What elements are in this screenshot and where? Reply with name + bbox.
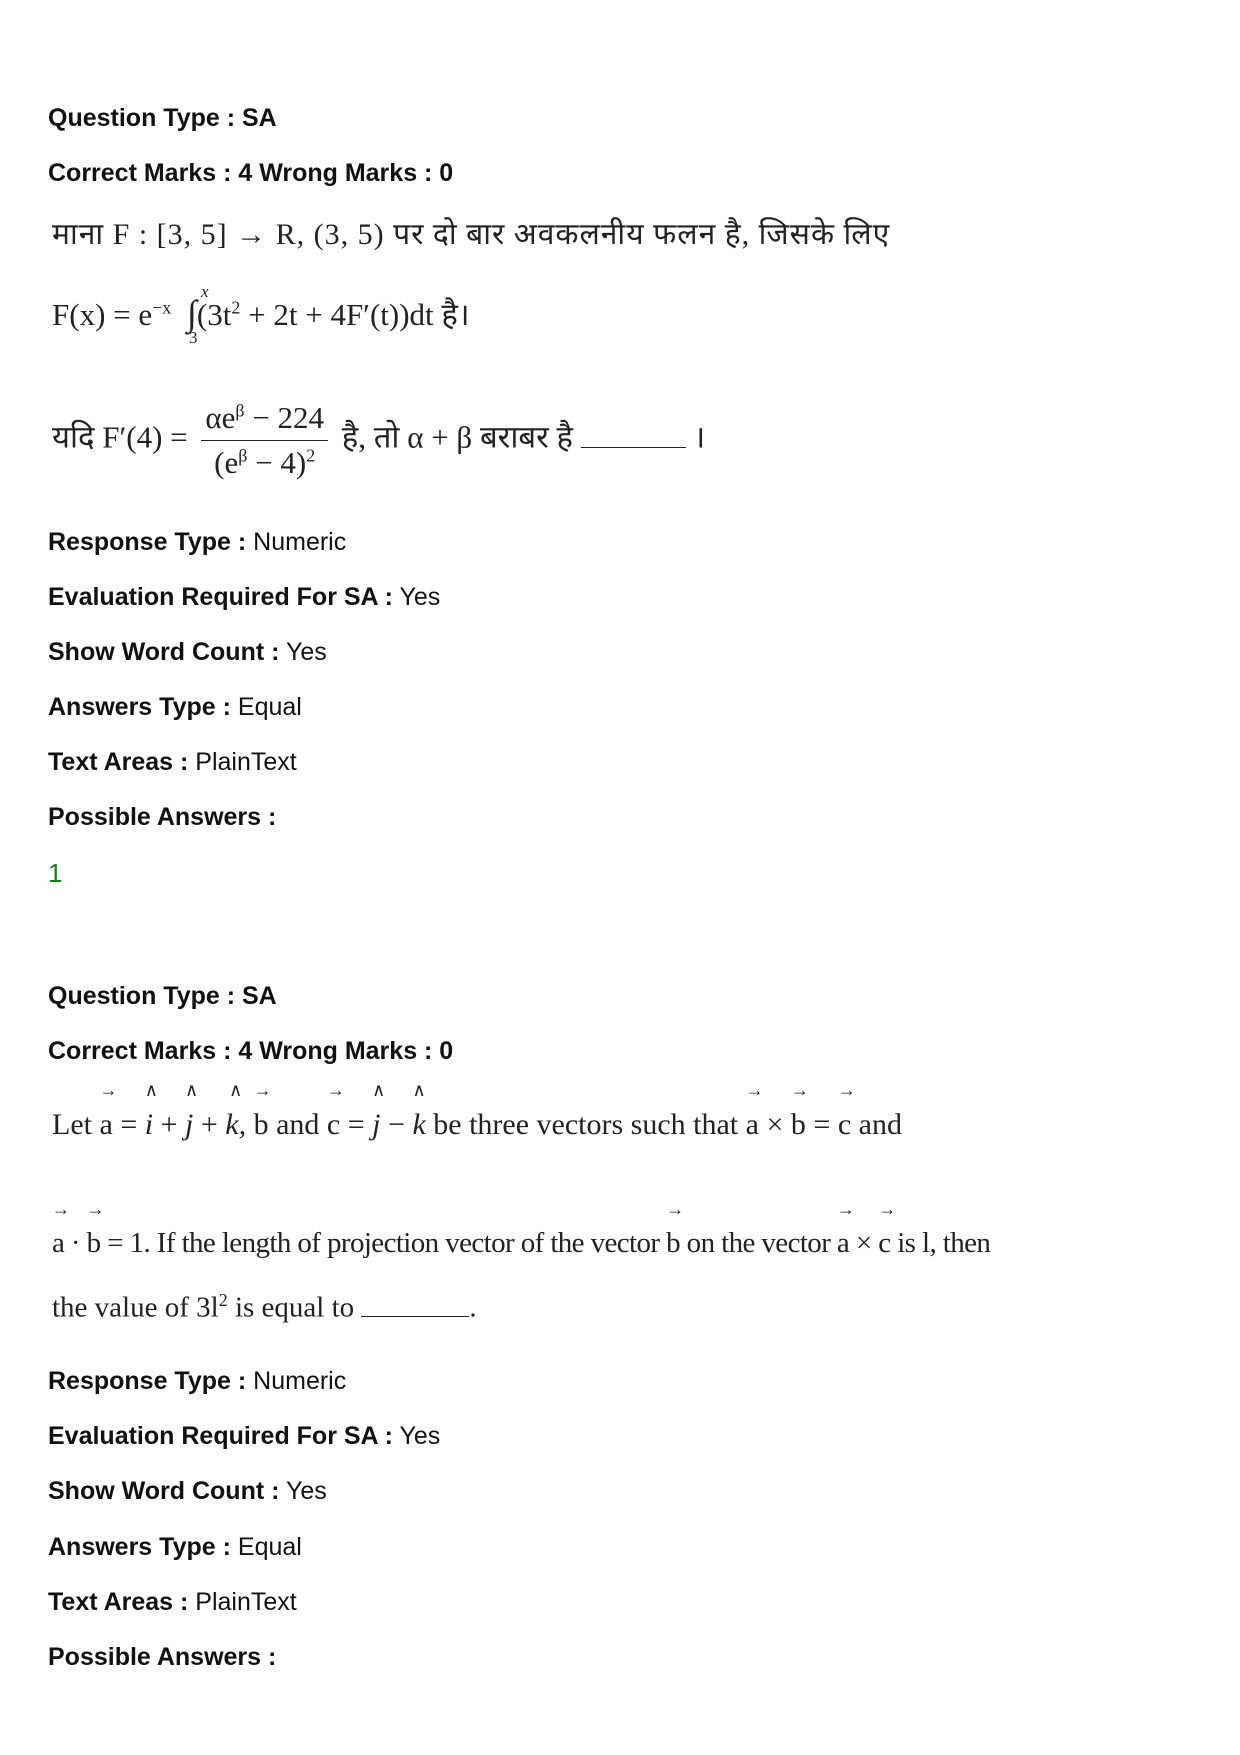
q2-possible-answers-label: Possible Answers : <box>48 1643 277 1671</box>
q2-statement-line2: → a · → b = 1. If the length of projection vector of the vector → b on the vector → a × → c is l, then <box>52 1199 991 1259</box>
fraction: $\frac{\alpha e^\beta - 224}{(e^\beta - 4)^2}$ <box>201 400 328 481</box>
q1-possible-answer: 1 <box>48 858 63 888</box>
q2-evaluation-required: Evaluation Required For SA : Yes <box>48 1422 441 1450</box>
q1-statement-line2: $F(x) = e^{-x}$ ∫ x 3 $(3t^2 + 2t + 4F'(t))dt$ है। <box>52 282 470 347</box>
q2-show-word-count: Show Word Count : Yes <box>48 1477 327 1505</box>
q1-show-word-count: Show Word Count : Yes <box>48 638 327 666</box>
answer-blank <box>361 1316 469 1317</box>
q1-marks: Correct Marks : 4 Wrong Marks : 0 <box>48 159 454 187</box>
q1-question-type: Question Type : SA <box>48 104 277 132</box>
q2-response-type: Response Type : Numeric <box>48 1367 347 1395</box>
q1-answers-type: Answers Type : Equal <box>48 693 302 721</box>
q1-statement-line3: यदि F′(4) = $\frac{\alpha e^\beta - 224}{(e^\beta - 4)^2}$ है, तो α + β बराबर है । <box>52 400 706 480</box>
q1-possible-answers-label: Possible Answers : <box>48 803 277 831</box>
q1-response-type: Response Type : Numeric <box>48 528 347 556</box>
q1-text-areas: Text Areas : PlainText <box>48 748 297 776</box>
q2-text-areas: Text Areas : PlainText <box>48 1588 297 1616</box>
answer-blank <box>581 447 686 448</box>
q1-statement-line1: माना F : [3, 5] → R, (3, 5) पर दो बार अवकलनीय फलन है, जिसके लिए <box>52 218 891 251</box>
q2-marks: Correct Marks : 4 Wrong Marks : 0 <box>48 1037 454 1065</box>
q2-statement-line3: the value of $3l^2$ is equal to . <box>52 1290 477 1324</box>
q1-evaluation-required: Evaluation Required For SA : Yes <box>48 583 441 611</box>
q2-question-type: Question Type : SA <box>48 982 277 1010</box>
q2-statement-line1: Let → a = ∧ i + ∧ j + ∧ k, → b and → c = ∧ j − ∧ k be three vectors such that → a × → b = → c and <box>52 1080 902 1141</box>
q2-answers-type: Answers Type : Equal <box>48 1533 302 1561</box>
integral-sign: ∫ <box>187 293 197 333</box>
